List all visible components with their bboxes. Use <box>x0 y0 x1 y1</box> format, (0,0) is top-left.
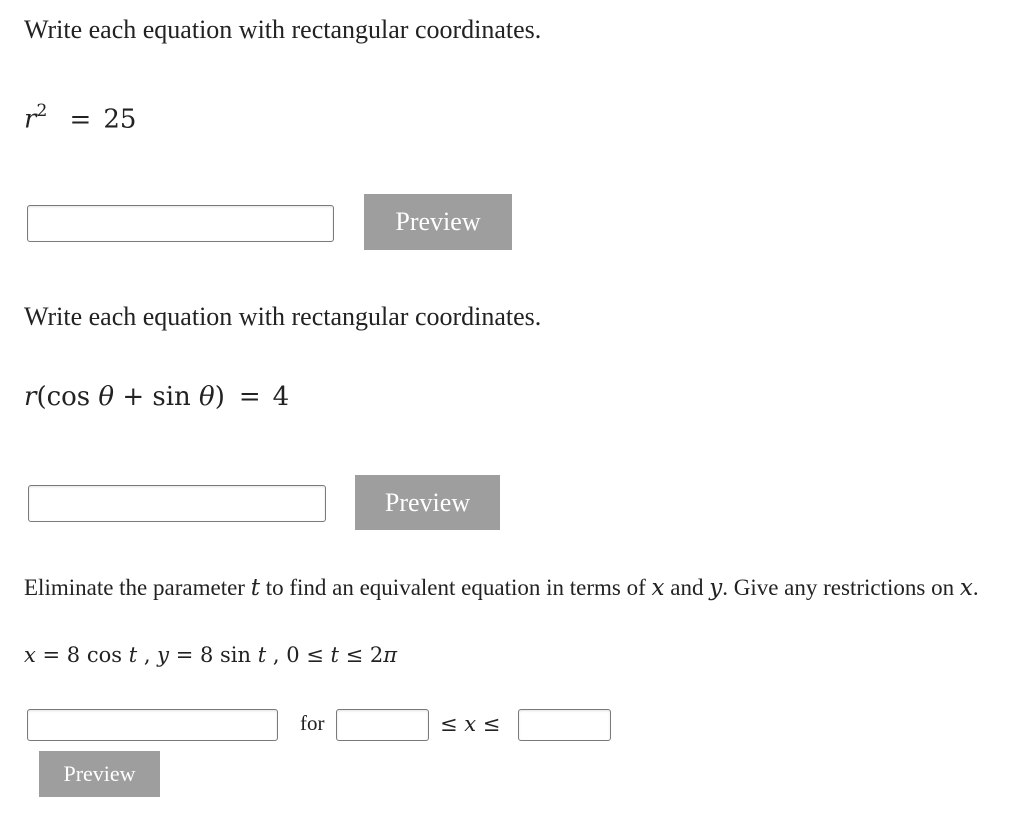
preview-button-1[interactable]: Preview <box>364 194 512 250</box>
eq2-equals: = <box>238 382 261 412</box>
eq3-pi: π <box>383 643 398 667</box>
eq1-lhs-exp: 2 <box>36 101 48 121</box>
q3-prompt-d: . Give any restrictions on <box>722 575 960 600</box>
eq2-close: ) <box>214 382 225 412</box>
question-3-equation <box>24 641 397 669</box>
q3-prompt-x2: x <box>959 575 973 601</box>
q3-prompt-y: y <box>709 575 723 601</box>
eq3-eq1: = 8 cos <box>35 643 129 667</box>
question-2-prompt: Write each equation with rectangular coordinates. <box>24 302 542 331</box>
question-2-equation <box>24 380 289 414</box>
eq2-rhs: 4 <box>272 382 290 412</box>
lower-bound-input[interactable] <box>336 709 429 741</box>
eq3-sep2: , 0 ≤ <box>266 643 331 667</box>
eq1-equals: = <box>69 104 92 135</box>
leq-2: ≤ <box>476 712 501 736</box>
question-1-equation <box>24 96 136 137</box>
eq2-theta-2: θ <box>199 382 215 412</box>
q3-prompt-b: to find an equivalent equation in terms of <box>259 575 652 600</box>
eq2-plus-sin: + sin <box>114 382 200 412</box>
eq3-x: x <box>24 643 36 667</box>
eq3-end: ≤ 2 <box>338 643 384 667</box>
for-label: for <box>300 711 325 735</box>
eq3-eq2: = 8 sin <box>169 643 258 667</box>
question-1-prompt: Write each equation with rectangular coordinates. <box>24 15 542 44</box>
eq3-t1: t <box>128 643 138 667</box>
eq2-open: (cos <box>36 382 99 412</box>
inequality-label <box>440 710 500 738</box>
question-3-prompt <box>24 574 979 602</box>
upper-bound-input[interactable] <box>518 709 611 741</box>
q3-prompt-a: Eliminate the parameter <box>24 575 251 600</box>
leq-1: ≤ <box>440 712 465 736</box>
eq3-sep1: , <box>137 643 158 667</box>
inequality-x: x <box>464 712 477 736</box>
q3-prompt-c: and <box>664 575 710 600</box>
eq3-t2: t <box>257 643 267 667</box>
eq2-theta-1: θ <box>98 382 115 412</box>
q3-prompt-e: . <box>972 575 979 600</box>
preview-button-3[interactable]: Preview <box>39 751 160 797</box>
eq3-y: y <box>157 643 170 667</box>
answer-input-2[interactable] <box>28 485 326 522</box>
eq1-rhs: 25 <box>103 104 137 135</box>
answer-input-1[interactable] <box>27 205 334 242</box>
answer-input-3[interactable] <box>27 709 278 741</box>
eq1-lhs-var: r <box>24 104 37 135</box>
eq3-t3: t <box>330 643 339 667</box>
q3-prompt-x: x <box>651 575 665 601</box>
eq2-r: r <box>24 382 37 412</box>
preview-button-2[interactable]: Preview <box>355 475 500 530</box>
q3-prompt-t: t <box>250 575 260 601</box>
